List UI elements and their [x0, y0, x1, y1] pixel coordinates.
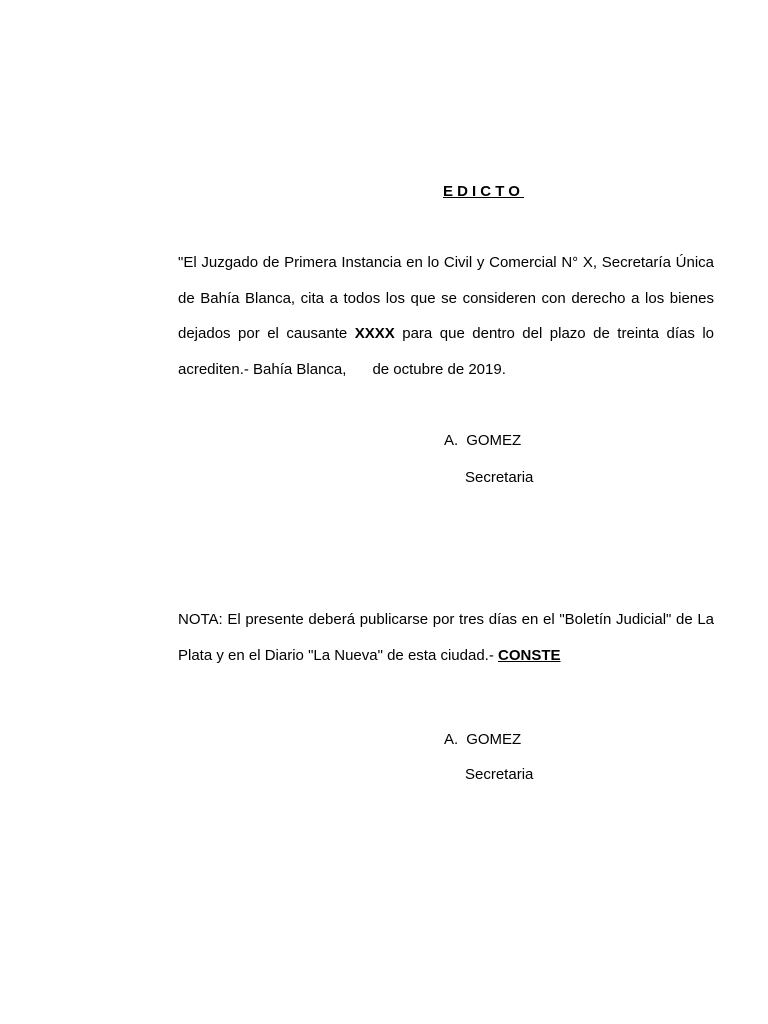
signature-surname: GOMEZ	[466, 731, 522, 748]
signature-name	[444, 432, 521, 449]
edict-text-intro: "El Juzgado de Primera Instancia en lo Civil y Comercial N° X, Secretaría Única de Bahía Blanca, cita a todos los que se consideren con derecho a los bienes dejados por el causante	[178, 254, 714, 343]
signature-initial: A.	[444, 432, 459, 449]
edict-date: de octubre de 2019.	[372, 361, 506, 379]
signature-initial: A.	[444, 731, 459, 748]
note-emphasis: CONSTE	[498, 646, 561, 664]
signature-surname: GOMEZ	[466, 432, 522, 449]
signature-role: Secretaria	[465, 469, 534, 486]
document-title: EDICTO	[443, 183, 524, 200]
note-text: NOTA: El presente deberá publicarse por tres días en el "Boletín Judicial" de La Plata y en el Diario "La Nueva" de esta ciudad.-	[178, 611, 714, 664]
note-paragraph	[178, 602, 714, 673]
edict-text-deadline: para que dentro del plazo de treinta días lo acrediten.- Bahía Blanca,	[178, 325, 714, 379]
edict-paragraph	[178, 245, 714, 388]
deceased-name: XXXX	[354, 325, 395, 343]
signature-name	[444, 731, 521, 748]
signature-role: Secretaria	[465, 766, 534, 783]
